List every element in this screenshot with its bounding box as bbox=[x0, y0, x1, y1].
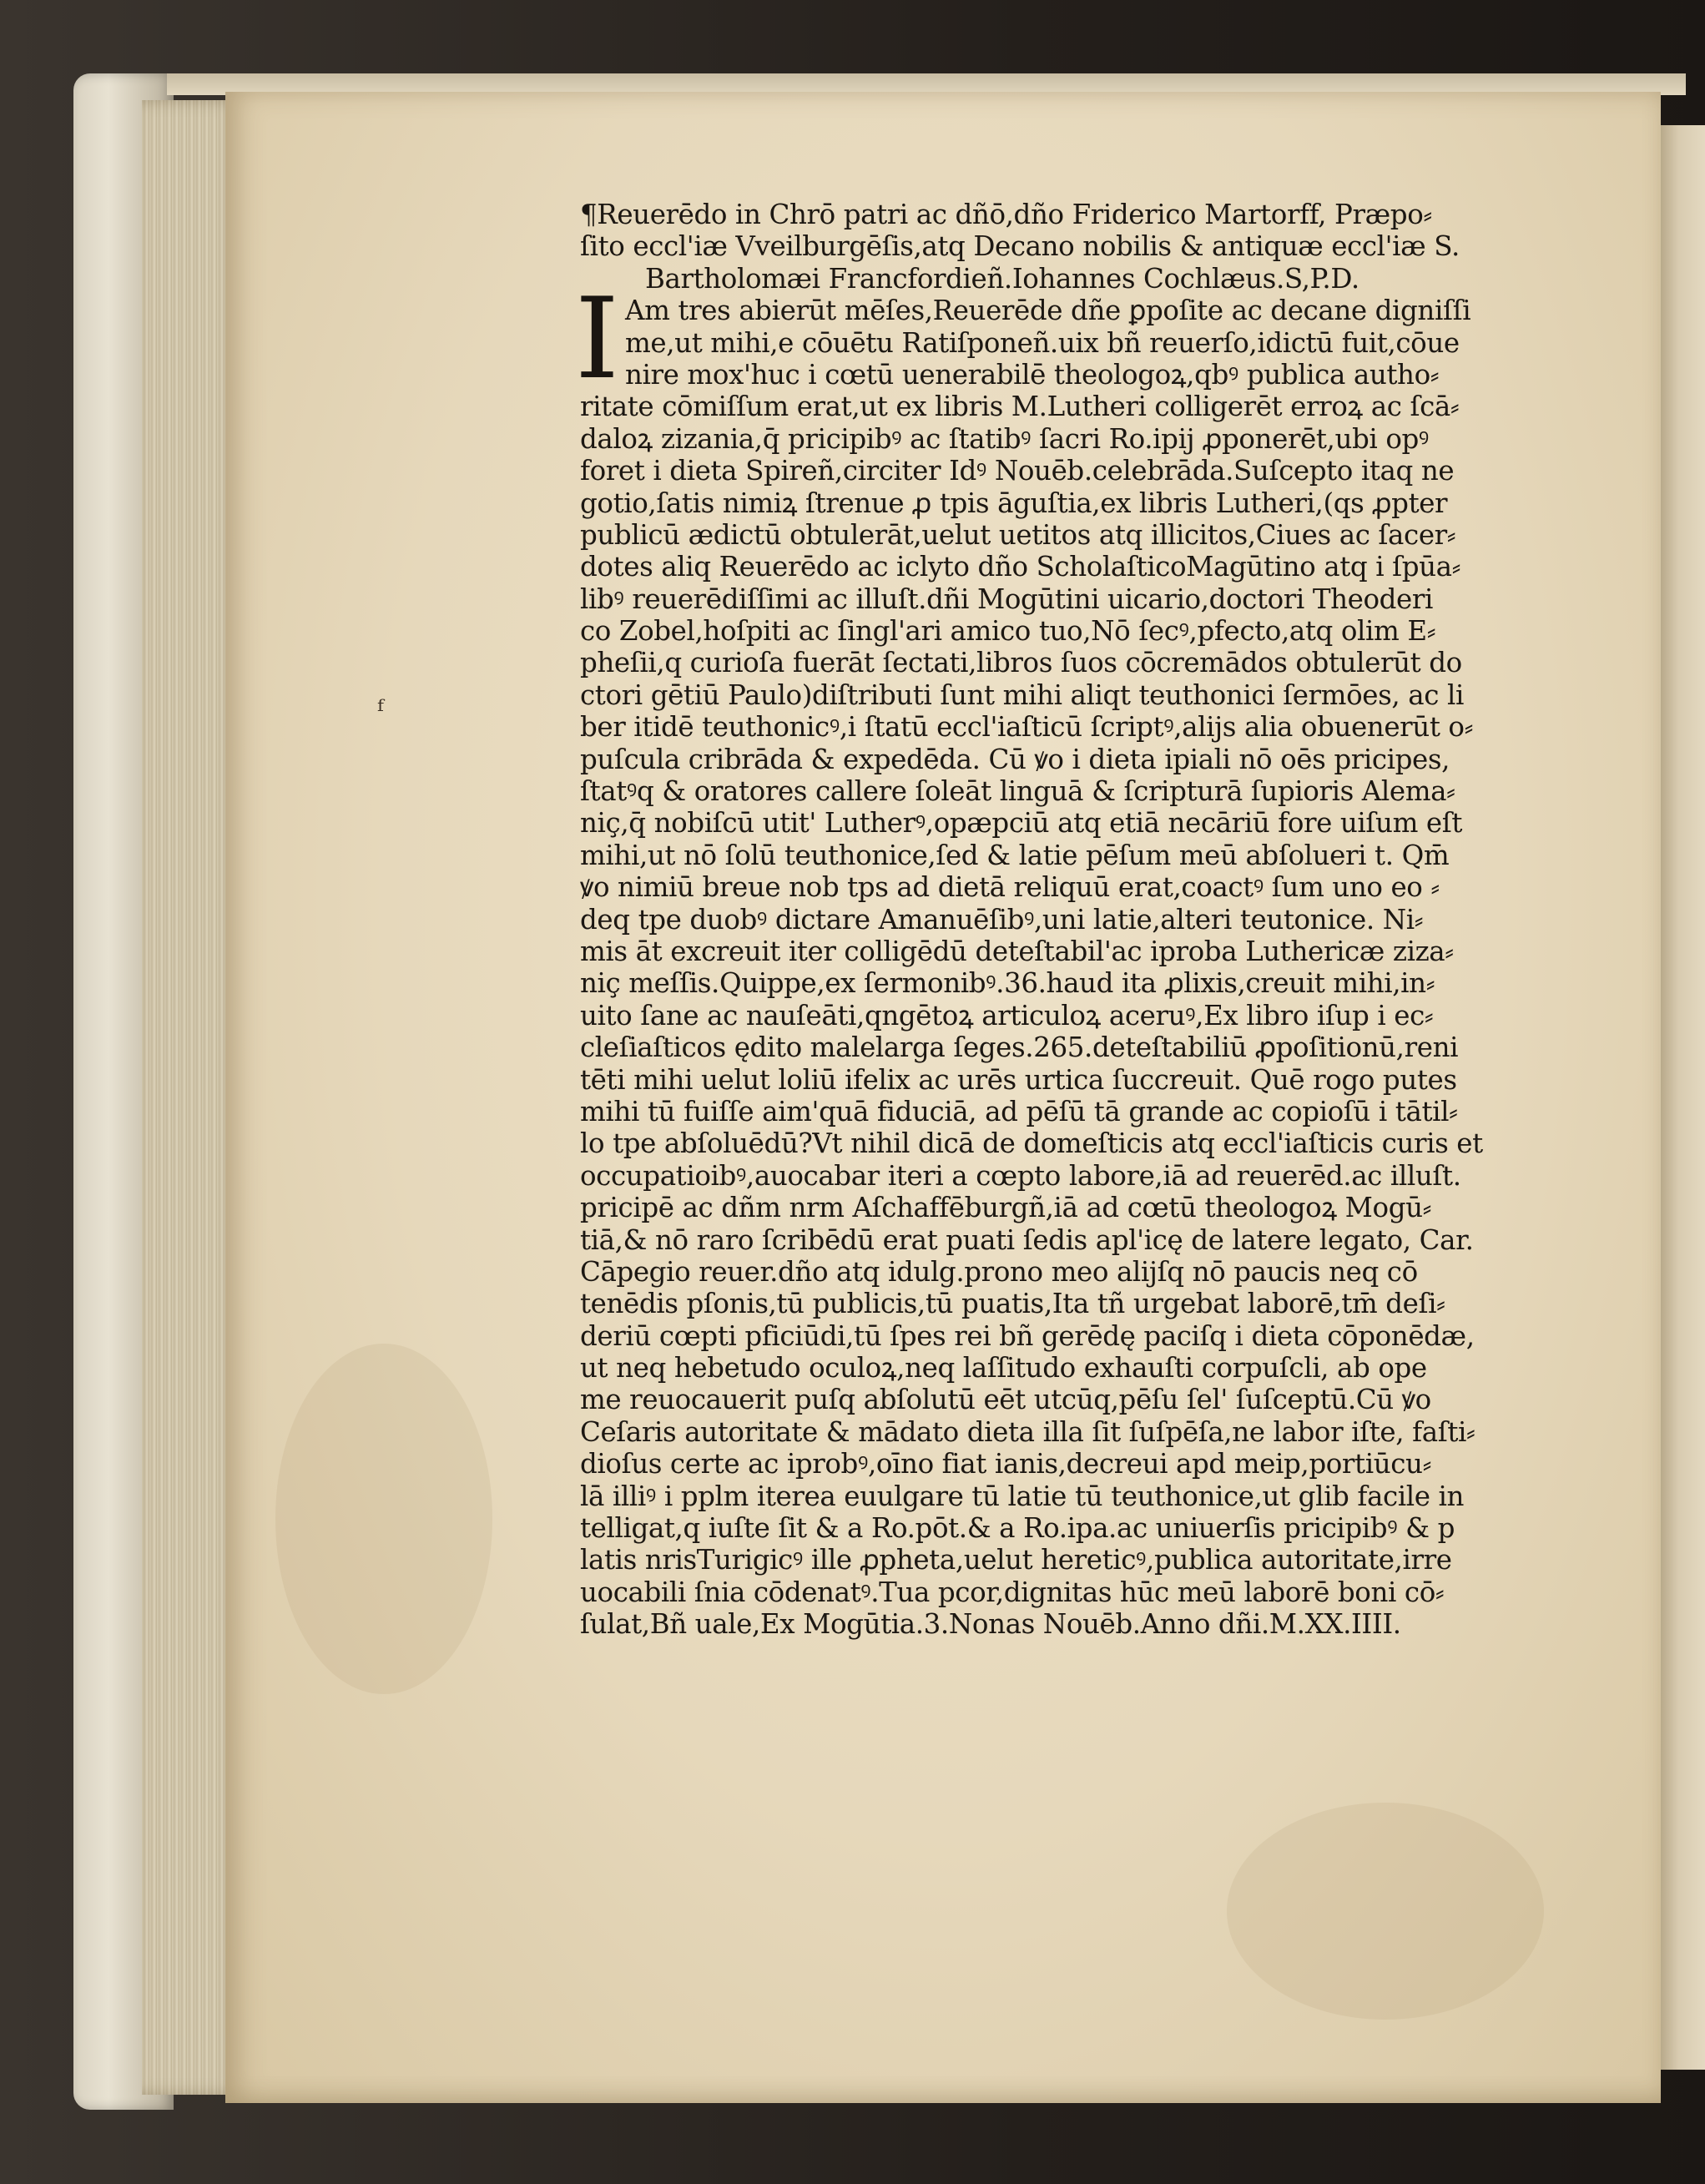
text-line: uito ſane ac nauſeāti,qngētoꝝ articuloꝝ aceruꝰ,Ex libro iſup i ec⸗ bbox=[580, 999, 1434, 1031]
heading-line: ſito eccl'iæ Vveilburgēſis,atq Decano nobilis & antiquæ eccl'iæ S. bbox=[580, 230, 1460, 263]
text-line: lā illiꝰ i pplm iterea euulgare tū latie tū teuthonice,ut glib facile in bbox=[580, 1480, 1465, 1512]
heading-line: ¶Reuerēdo in Chrō patri ac dñō,dño Friderico Martorff, Præpo⸗ bbox=[580, 199, 1432, 230]
text-line: dioſus certe ac iprobꝰ,oīno fiat ianis,decreui apd meip,portiūcu⸗ bbox=[580, 1448, 1431, 1480]
text-line: Ceſaris autoritate & mādato dieta illa ſit ſuſpēſa,ne labor iſte, faſti⸗ bbox=[580, 1415, 1475, 1448]
margin-pen-mark: ᶠ bbox=[377, 694, 384, 728]
text-line: me,ut mihi,e cōuētu Ratiſponeñ.uix bñ reuerſo,idictū fuit,cōue bbox=[625, 326, 1460, 359]
text-line: libꝰ reuerēdiſſimi ac illuſt.dñi Mogūtini uicario,doctori Theoderi bbox=[580, 583, 1434, 615]
drop-cap: I bbox=[575, 274, 619, 405]
text-line: daloꝝ zizania,q̄ pricipibꝰ ac ſtatibꝰ ſacri Ro.ipij ꝓponerēt,ubi opꝰ bbox=[580, 422, 1429, 455]
text-line: ber itidē teuthonicꝰ,i ſtatū eccl'iaſticū ſcriptꝰ,alijs alia obuenerūt o⸗ bbox=[580, 711, 1474, 744]
text-line: mis āt excreuit iter colligēdū deteſtabil'ac iproba Luthericæ ziza⸗ bbox=[580, 935, 1454, 967]
text-line: deq tpe duobꝰ dictare Amanuēſibꝰ,uni latie,alteri teutonice. Ni⸗ bbox=[580, 903, 1424, 936]
text-line: mihi tū fuiſſe aim'quā fiduciā, ad pēſū tā grande ac copioſū i tātil⸗ bbox=[580, 1095, 1458, 1127]
heading-line: Bartholomæi Francfordieñ.Iohannes Cochlæus.S,P.D. bbox=[645, 262, 1359, 295]
text-line: Cāpegio reuer.dño atq idulg.prono meo alijſq nō paucis neq cō bbox=[580, 1255, 1418, 1288]
text-line: pheſii,q curioſa fuerāt ſectati,libros ſuos cōcremādos obtulerūt do bbox=[580, 647, 1462, 679]
text-line: latis nrisTurigicꝰ ille ꝓpheta,uelut hereticꝰ,publica autoritate,irre bbox=[580, 1544, 1452, 1576]
text-line: telligat,q iuſte ſit & a Ro.pōt.& a Ro.ipa.ac uniuerſis pricipibꝰ & p bbox=[580, 1512, 1455, 1545]
text-line: publicū ædictū obtulerāt,uelut uetitos atq illicitos,Ciues ac ſacer⸗ bbox=[580, 518, 1456, 551]
text-line: ut neq hebetudo oculoꝝ,neq laſſitudo exhauſti corpuſcli, ab ope bbox=[580, 1352, 1427, 1385]
text-line: dotes aliq Reuerēdo ac iclyto dño ScholaſticoMagūtino atq i ſpūa⸗ bbox=[580, 551, 1461, 583]
text-line: tenēdis pſonis,tū publicis,tū puatis,Ita tñ urgebat laborē,tm̄ deſi⸗ bbox=[580, 1288, 1445, 1320]
text-line: tiā,& nō raro ſcribēdū erat puati ſedis apl'icę de latere legato, Car. bbox=[580, 1223, 1474, 1256]
text-line: foret i dieta Spireñ,circiter Idꝰ Nouēb.celebrāda.Suſcepto itaq ne bbox=[580, 455, 1455, 487]
page-stain bbox=[1227, 1803, 1544, 2020]
text-line: ꝟo nimiū breue nob tps ad dietā reliquū erat,coactꝰ ſum uno eo ⸗ bbox=[580, 871, 1440, 904]
body-text bbox=[580, 391, 1500, 1640]
text-line: co Zobel,hoſpiti ac ſingl'ari amico tuo,Nō ſecꝰ,pfecto,atq olim E⸗ bbox=[580, 615, 1436, 648]
text-line: Am tres abierūt mēſes,Reuerēde dñe ꝑpoſite ac decane digniſſi bbox=[625, 295, 1471, 327]
text-line: pricipē ac dñm nrm Aſchaffēburgñ,iā ad cœtū theologoꝝ Mogū⸗ bbox=[580, 1192, 1432, 1224]
text-line: ſulat,Bñ uale,Ex Mogūtia.3.Nonas Nouēb.Anno dñi.M.XX.IIII. bbox=[580, 1608, 1401, 1641]
page-stain bbox=[275, 1344, 492, 1694]
text-line: uocabili ſnia cōdenatꝰ.Tua pcor,dignitas hūc meū laborē boni cō⸗ bbox=[580, 1576, 1445, 1608]
text-line: ritate cōmiſſum erat,ut ex libris M.Lutheri colligerēt erroꝝ ac ſcā⸗ bbox=[580, 391, 1460, 423]
text-line: mihi,ut nō ſolū teuthonice,ſed & latie pēſum meū abſolueri t. Qm̄ bbox=[580, 839, 1450, 871]
text-line: niç meſſis.Quippe,ex ſermonibꝰ.36.haud ita ꝓlixis,creuit mihi,in⸗ bbox=[580, 967, 1435, 1000]
facing-page-edge bbox=[1661, 125, 1705, 2070]
text-line: tēti mihi uelut loliū ifelix ac urēs urtica ſuccreuit. Quē rogo putes bbox=[580, 1063, 1457, 1096]
text-line: occupatioibꝰ,auocabar iteri a cœpto labore,iā ad reuerēd.ac illuſt. bbox=[580, 1159, 1461, 1192]
text-line: niç,q̄ nobiſcū utit' Lutherꝰ,opæpciū atq etiā necāriū fore uiſum eſt bbox=[580, 807, 1463, 840]
text-line: puſcula cribrāda & expedēda. Cū ꝟo i dieta ipiali nō oēs pricipes, bbox=[580, 743, 1450, 775]
text-line: lo tpe abſoluēdū?Vt nihil dicā de domeſticis atq eccl'iaſticis curis et bbox=[580, 1127, 1483, 1160]
text-line: cleſiaſticos ędito malelarga ſeges.265.deteſtabiliū ꝓpoſitionū,reni bbox=[580, 1031, 1459, 1064]
text-line: ctori gētiū Paulo)diſtributi ſunt mihi aliqt teuthonici ſermōes, ac li bbox=[580, 678, 1464, 711]
text-line: ſtatꝰq & oratores callere ſoleāt linguā & ſcripturā ſupioris Alema⸗ bbox=[580, 775, 1455, 808]
text-line: gotio,ſatis nimiꝝ ſtrenue ꝓ tpis āguſtia,ex libris Lutheri,(qs ꝓpter bbox=[580, 487, 1448, 519]
text-line: nire mox'huc i cœtū uenerabilē theologoꝝ,qbꝰ publica autho⸗ bbox=[625, 358, 1440, 391]
text-block bbox=[575, 199, 1500, 1641]
text-line: me reuocauerit puſq abſolutū eēt utcūq,pēſu ſel' ſuſceptū.Cū ꝟo bbox=[580, 1384, 1431, 1416]
text-line: deriū cœpti pficiūdi,tū ſpes rei bñ gerēdę paciſq i dieta cōponēdæ, bbox=[580, 1319, 1475, 1352]
